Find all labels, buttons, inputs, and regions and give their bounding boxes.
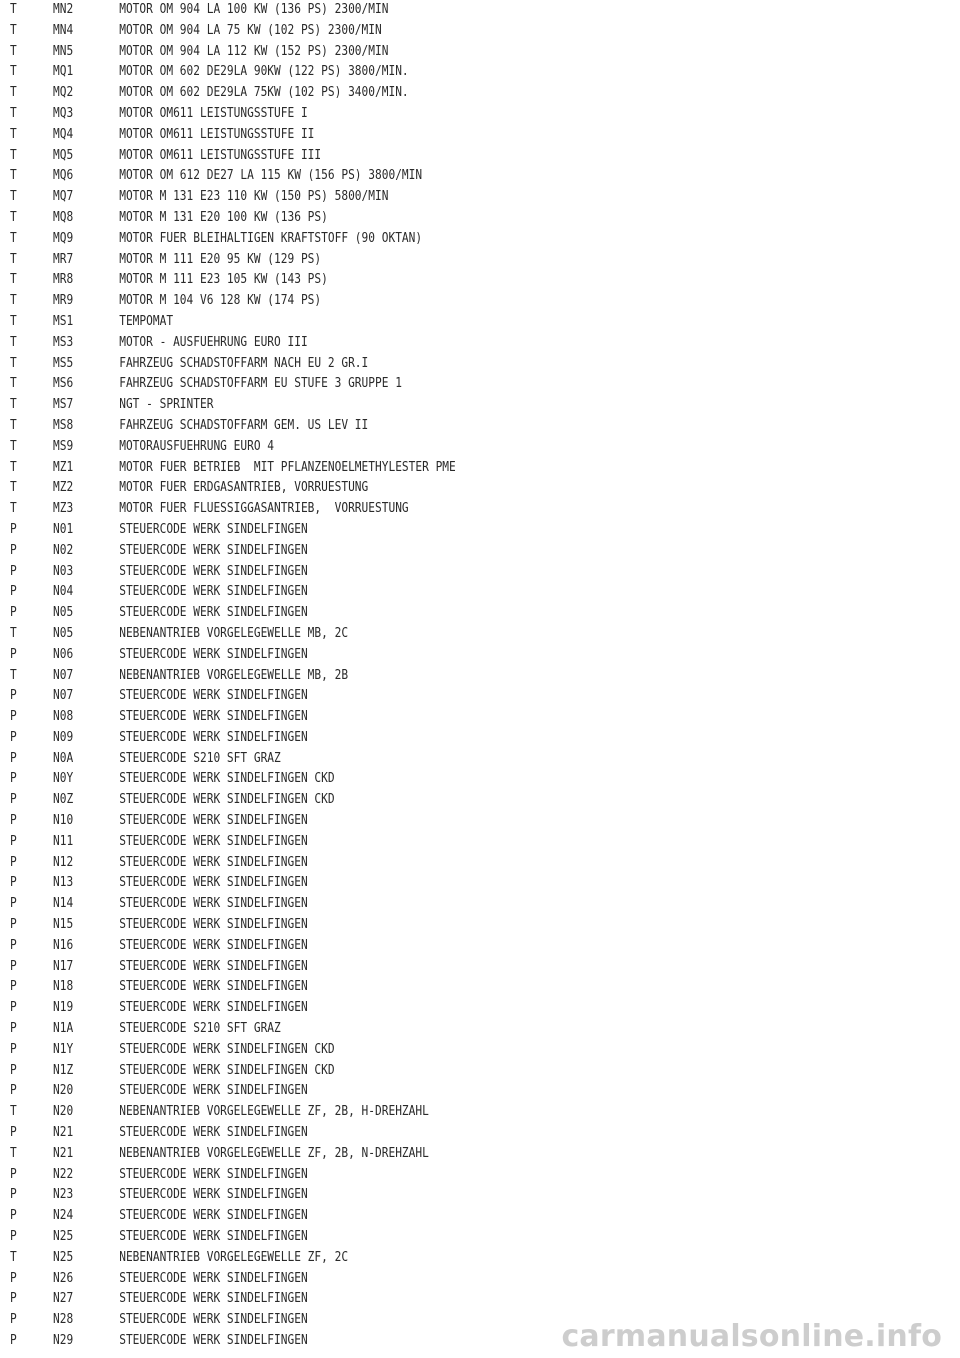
row-description: STEUERCODE WERK SINDELFINGEN (119, 1083, 308, 1099)
row-code: MR9 (53, 293, 74, 309)
list-item (10, 42, 456, 63)
row-code: MN2 (53, 2, 74, 17)
row-code: N13 (53, 875, 74, 891)
row-description: STEUERCODE WERK SINDELFINGEN (119, 1312, 308, 1328)
row-code: MQ1 (53, 64, 74, 80)
row-description: STEUERCODE WERK SINDELFINGEN (119, 688, 308, 704)
row-type: T (10, 189, 17, 205)
list-item (10, 1144, 456, 1165)
row-type: T (10, 126, 17, 142)
row-description: MOTOR OM611 LEISTUNGSSTUFE I (119, 105, 308, 121)
row-code: N03 (53, 563, 74, 579)
row-code: MQ6 (53, 168, 74, 184)
list-item (10, 1040, 456, 1061)
row-description: MOTOR FUER ERDGASANTRIEB, VORRUESTUNG (119, 480, 369, 496)
row-type: P (10, 958, 17, 974)
row-code: MN4 (53, 22, 74, 38)
row-type: T (10, 64, 17, 80)
row-description: MOTOR FUER BETRIEB MIT PFLANZENOELMETHYLESTER PME (119, 459, 456, 475)
row-type: T (10, 251, 17, 267)
row-type: P (10, 937, 17, 953)
row-code: N06 (53, 646, 74, 662)
row-description: MOTOR OM 904 LA 100 KW (136 PS) 2300/MIN (119, 2, 389, 17)
list-item (10, 0, 456, 21)
row-type: T (10, 1104, 17, 1120)
row-type: P (10, 605, 17, 621)
row-code: N07 (53, 667, 74, 683)
row-description: MOTOR OM 612 DE27 LA 115 KW (156 PS) 3800/MIN (119, 168, 423, 184)
row-code: MQ8 (53, 209, 74, 225)
row-code: MQ4 (53, 126, 74, 142)
row-description: NEBENANTRIEB VORGELEGEWELLE MB, 2B (119, 667, 349, 683)
row-code: N10 (53, 813, 74, 829)
row-type: T (10, 209, 17, 225)
row-code: MQ9 (53, 230, 74, 246)
row-code: MS3 (53, 334, 74, 350)
list-item (10, 832, 456, 853)
row-type: P (10, 1291, 17, 1307)
row-type: T (10, 355, 17, 371)
row-description: FAHRZEUG SCHADSTOFFARM EU STUFE 3 GRUPPE 1 (119, 376, 402, 392)
row-description: MOTOR OM611 LEISTUNGSSTUFE III (119, 147, 322, 163)
row-code: MS5 (53, 355, 74, 371)
row-description: STEUERCODE WERK SINDELFINGEN (119, 937, 308, 953)
list-item (10, 166, 456, 187)
row-type: T (10, 1249, 17, 1265)
row-code: MR7 (53, 251, 74, 267)
row-description: STEUERCODE WERK SINDELFINGEN CKD (119, 1062, 335, 1078)
list-item (10, 1123, 456, 1144)
row-description: MOTOR FUER FLUESSIGGASANTRIEB, VORRUESTUNG (119, 501, 409, 517)
row-type: P (10, 1062, 17, 1078)
list-item (10, 977, 456, 998)
row-description: MOTOR OM 602 DE29LA 75KW (102 PS) 3400/MIN. (119, 85, 409, 101)
row-code: N26 (53, 1270, 74, 1286)
row-type: P (10, 688, 17, 704)
row-type: P (10, 854, 17, 870)
row-description: MOTOR OM 904 LA 112 KW (152 PS) 2300/MIN (119, 43, 389, 59)
row-code: N21 (53, 1145, 74, 1161)
row-type: P (10, 1041, 17, 1057)
list-item (10, 1102, 456, 1123)
row-code: N18 (53, 979, 74, 995)
row-code: N15 (53, 917, 74, 933)
row-description: MOTOR OM 904 LA 75 KW (102 PS) 2300/MIN (119, 22, 382, 38)
row-description: STEUERCODE WERK SINDELFINGEN (119, 958, 308, 974)
row-type: T (10, 334, 17, 350)
row-code: N19 (53, 1000, 74, 1016)
row-type: P (10, 1187, 17, 1203)
list-item (10, 291, 456, 312)
row-code: MQ3 (53, 105, 74, 121)
list-item (10, 146, 456, 167)
row-type: P (10, 584, 17, 600)
row-type: P (10, 896, 17, 912)
list-item (10, 998, 456, 1019)
row-description: NGT - SPRINTER (119, 397, 214, 413)
row-type: T (10, 2, 17, 17)
row-description: NEBENANTRIEB VORGELEGEWELLE ZF, 2B, H-DREHZAHL (119, 1104, 429, 1120)
list-item (10, 437, 456, 458)
list-item (10, 1081, 456, 1102)
row-description: MOTOR OM 602 DE29LA 90KW (122 PS) 3800/MIN. (119, 64, 409, 80)
row-description: STEUERCODE WERK SINDELFINGEN (119, 1125, 308, 1141)
row-type: P (10, 813, 17, 829)
list-item (10, 707, 456, 728)
row-type: P (10, 563, 17, 579)
row-type: P (10, 750, 17, 766)
list-item (10, 686, 456, 707)
row-type: T (10, 168, 17, 184)
row-description: MOTOR M 131 E20 100 KW (136 PS) (119, 209, 328, 225)
row-type: T (10, 230, 17, 246)
list-item (10, 333, 456, 354)
row-code: N1A (53, 1021, 74, 1037)
row-type: T (10, 459, 17, 475)
row-description: STEUERCODE WERK SINDELFINGEN (119, 729, 308, 745)
list-item (10, 1248, 456, 1269)
row-code: N27 (53, 1291, 74, 1307)
row-description: STEUERCODE WERK SINDELFINGEN (119, 896, 308, 912)
row-code: N24 (53, 1208, 74, 1224)
row-description: STEUERCODE WERK SINDELFINGEN (119, 875, 308, 891)
row-code: N02 (53, 542, 74, 558)
row-description: STEUERCODE S210 SFT GRAZ (119, 750, 281, 766)
list-item (10, 1331, 456, 1352)
list-item (10, 936, 456, 957)
row-type: P (10, 1270, 17, 1286)
list-item (10, 624, 456, 645)
row-code: N0Y (53, 771, 74, 787)
row-type: T (10, 501, 17, 517)
list-item (10, 666, 456, 687)
row-code: N05 (53, 625, 74, 641)
list-item (10, 104, 456, 125)
list-item (10, 499, 456, 520)
row-code: MZ2 (53, 480, 74, 496)
row-code: N12 (53, 854, 74, 870)
row-type: T (10, 1145, 17, 1161)
row-code: N22 (53, 1166, 74, 1182)
row-type: T (10, 625, 17, 641)
row-code: N04 (53, 584, 74, 600)
row-description: STEUERCODE WERK SINDELFINGEN CKD (119, 1041, 335, 1057)
row-code: N1Y (53, 1041, 74, 1057)
list-item (10, 1185, 456, 1206)
row-type: P (10, 1000, 17, 1016)
row-type: T (10, 313, 17, 329)
row-code: MS9 (53, 438, 74, 454)
list-item (10, 1019, 456, 1040)
row-type: P (10, 729, 17, 745)
list-item (10, 541, 456, 562)
row-description: MOTOR FUER BLEIHALTIGEN KRAFTSTOFF (90 OKTAN) (119, 230, 423, 246)
list-item (10, 582, 456, 603)
row-description: NEBENANTRIEB VORGELEGEWELLE ZF, 2C (119, 1249, 349, 1265)
row-description: FAHRZEUG SCHADSTOFFARM NACH EU 2 GR.I (119, 355, 369, 371)
row-code: N17 (53, 958, 74, 974)
row-type: P (10, 1083, 17, 1099)
row-description: STEUERCODE WERK SINDELFINGEN (119, 917, 308, 933)
row-description: MOTOR M 111 E20 95 KW (129 PS) (119, 251, 322, 267)
list-item (10, 749, 456, 770)
row-type: T (10, 105, 17, 121)
list-item (10, 270, 456, 291)
row-type: T (10, 85, 17, 101)
row-description: STEUERCODE WERK SINDELFINGEN CKD (119, 792, 335, 808)
row-type: P (10, 833, 17, 849)
row-type: T (10, 480, 17, 496)
list-item (10, 873, 456, 894)
row-code: N14 (53, 896, 74, 912)
row-description: STEUERCODE WERK SINDELFINGEN (119, 1333, 308, 1348)
row-description: STEUERCODE WERK SINDELFINGEN (119, 813, 308, 829)
list-item (10, 1206, 456, 1227)
row-code: N08 (53, 709, 74, 725)
list-item (10, 208, 456, 229)
row-description: STEUERCODE WERK SINDELFINGEN (119, 854, 308, 870)
row-description: TEMPOMAT (119, 313, 174, 329)
row-code: N20 (53, 1104, 74, 1120)
row-code: N16 (53, 937, 74, 953)
row-description: NEBENANTRIEB VORGELEGEWELLE ZF, 2B, N-DREHZAHL (119, 1145, 429, 1161)
row-type: T (10, 147, 17, 163)
row-code: MZ3 (53, 501, 74, 517)
list-item (10, 478, 456, 499)
row-type: P (10, 1229, 17, 1245)
row-code: N28 (53, 1312, 74, 1328)
row-description: STEUERCODE WERK SINDELFINGEN (119, 542, 308, 558)
row-description: STEUERCODE WERK SINDELFINGEN (119, 833, 308, 849)
row-code: MS8 (53, 417, 74, 433)
row-type: T (10, 22, 17, 38)
row-type: P (10, 646, 17, 662)
list-item (10, 520, 456, 541)
row-description: STEUERCODE WERK SINDELFINGEN (119, 709, 308, 725)
row-code: N0A (53, 750, 74, 766)
list-item (10, 83, 456, 104)
row-type: P (10, 979, 17, 995)
row-type: P (10, 1312, 17, 1328)
row-type: P (10, 1125, 17, 1141)
row-description: STEUERCODE WERK SINDELFINGEN (119, 1187, 308, 1203)
list-item (10, 957, 456, 978)
list-item (10, 1269, 456, 1290)
row-description: MOTOR M 104 V6 128 KW (174 PS) (119, 293, 322, 309)
list-item (10, 1310, 456, 1331)
list-item (10, 603, 456, 624)
row-description: STEUERCODE WERK SINDELFINGEN (119, 1166, 308, 1182)
row-description: STEUERCODE WERK SINDELFINGEN (119, 1229, 308, 1245)
row-description: MOTORAUSFUEHRUNG EURO 4 (119, 438, 275, 454)
row-code: N05 (53, 605, 74, 621)
row-description: MOTOR - AUSFUEHRUNG EURO III (119, 334, 308, 350)
row-description: STEUERCODE WERK SINDELFINGEN (119, 1291, 308, 1307)
list-item (10, 416, 456, 437)
list-item (10, 1061, 456, 1082)
row-code: MQ2 (53, 85, 74, 101)
row-code: N29 (53, 1333, 74, 1348)
list-item (10, 645, 456, 666)
row-code: N11 (53, 833, 74, 849)
row-type: T (10, 43, 17, 59)
row-type: T (10, 272, 17, 288)
list-item (10, 62, 456, 83)
watermark: carmanualsonline.info (561, 1319, 942, 1354)
list-item (10, 894, 456, 915)
list-item (10, 229, 456, 250)
row-description: MOTOR M 111 E23 105 KW (143 PS) (119, 272, 328, 288)
row-code: MS1 (53, 313, 74, 329)
row-type: P (10, 917, 17, 933)
row-description: STEUERCODE WERK SINDELFINGEN (119, 1270, 308, 1286)
row-type: P (10, 875, 17, 891)
row-type: T (10, 397, 17, 413)
row-description: STEUERCODE S210 SFT GRAZ (119, 1021, 281, 1037)
row-description: FAHRZEUG SCHADSTOFFARM GEM. US LEV II (119, 417, 369, 433)
list-item (10, 187, 456, 208)
row-code: N25 (53, 1229, 74, 1245)
list-item (10, 853, 456, 874)
row-type: P (10, 792, 17, 808)
row-description: STEUERCODE WERK SINDELFINGEN (119, 979, 308, 995)
list-item (10, 562, 456, 583)
list-item (10, 250, 456, 271)
list-item (10, 458, 456, 479)
list-item (10, 354, 456, 375)
row-description: STEUERCODE WERK SINDELFINGEN (119, 563, 308, 579)
row-code: MN5 (53, 43, 74, 59)
row-code: N1Z (53, 1062, 74, 1078)
list-item (10, 395, 456, 416)
list-item (10, 312, 456, 333)
list-item (10, 1227, 456, 1248)
list-item (10, 811, 456, 832)
row-type: P (10, 542, 17, 558)
row-description: STEUERCODE WERK SINDELFINGEN (119, 521, 308, 537)
row-description: STEUERCODE WERK SINDELFINGEN (119, 1208, 308, 1224)
row-code: N01 (53, 521, 74, 537)
row-code: MQ7 (53, 189, 74, 205)
row-type: P (10, 1208, 17, 1224)
row-code: N07 (53, 688, 74, 704)
row-code: MR8 (53, 272, 74, 288)
row-code: N0Z (53, 792, 74, 808)
row-code: MS7 (53, 397, 74, 413)
row-description: STEUERCODE WERK SINDELFINGEN (119, 605, 308, 621)
row-code: MS6 (53, 376, 74, 392)
list-item (10, 21, 456, 42)
code-list (10, 0, 528, 1352)
list-item (10, 728, 456, 749)
row-code: N21 (53, 1125, 74, 1141)
row-code: MZ1 (53, 459, 74, 475)
row-description: STEUERCODE WERK SINDELFINGEN (119, 646, 308, 662)
row-type: T (10, 293, 17, 309)
list-item (10, 790, 456, 811)
list-item (10, 915, 456, 936)
row-type: P (10, 1166, 17, 1182)
row-description: MOTOR M 131 E23 110 KW (150 PS) 5800/MIN (119, 189, 389, 205)
list-item (10, 125, 456, 146)
row-type: T (10, 667, 17, 683)
list-item (10, 1165, 456, 1186)
row-type: T (10, 376, 17, 392)
row-type: P (10, 521, 17, 537)
row-type: T (10, 417, 17, 433)
row-code: N25 (53, 1249, 74, 1265)
list-item (10, 769, 456, 790)
list-item (10, 374, 456, 395)
row-code: N23 (53, 1187, 74, 1203)
row-description: STEUERCODE WERK SINDELFINGEN (119, 1000, 308, 1016)
row-code: N09 (53, 729, 74, 745)
row-type: P (10, 771, 17, 787)
row-code: N20 (53, 1083, 74, 1099)
row-description: MOTOR OM611 LEISTUNGSSTUFE II (119, 126, 315, 142)
row-code: MQ5 (53, 147, 74, 163)
row-description: STEUERCODE WERK SINDELFINGEN (119, 584, 308, 600)
row-description: STEUERCODE WERK SINDELFINGEN CKD (119, 771, 335, 787)
row-type: P (10, 1021, 17, 1037)
row-type: P (10, 1333, 17, 1348)
row-description: NEBENANTRIEB VORGELEGEWELLE MB, 2C (119, 625, 349, 641)
list-item (10, 1289, 456, 1310)
row-type: T (10, 438, 17, 454)
row-type: P (10, 709, 17, 725)
